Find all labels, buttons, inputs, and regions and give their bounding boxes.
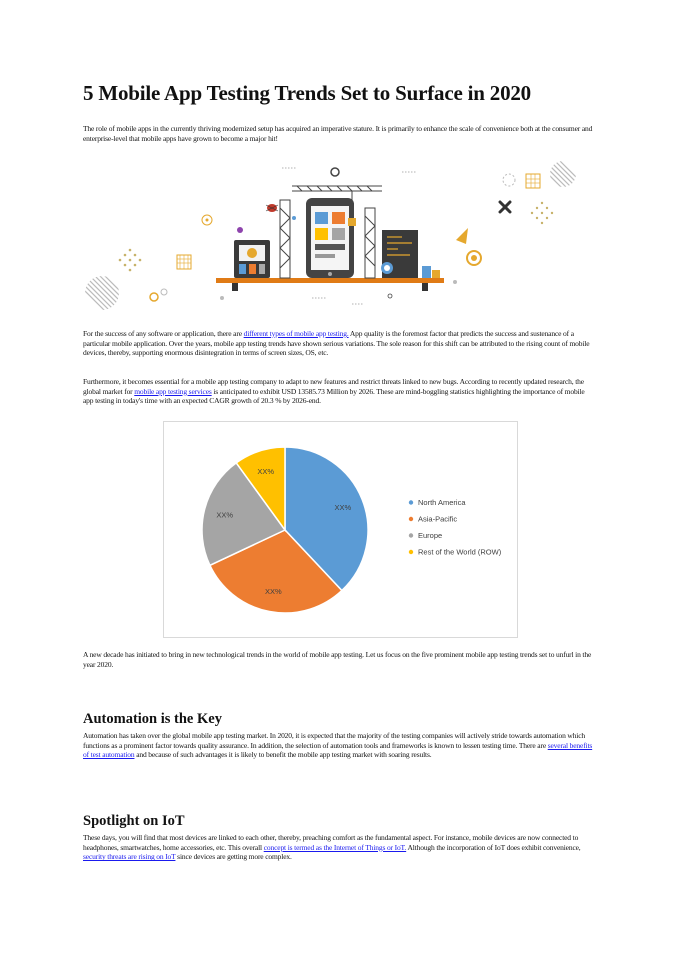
dotted-diamond-right-icon [531,202,553,224]
paragraph-iot: These days, you will find that most devices are linked to each other, thereby, preaching comfort as the fundamental aspect. For instance, mobile devices are now connected to headphones, smartwatches, home accessories, etc. This overall concept is termed as the Internet of Things or IoT. Although the incorporation of IoT does exhibit convenience, security threats are rising on IoT since devices are getting more complex. [83,833,581,862]
paper-plane-icon [456,228,468,244]
striped-circle-left-icon [82,273,122,313]
pie-data-label-3: XX% [257,466,275,476]
legend-label-2: Europe [418,531,443,540]
article-title: 5 Mobile App Testing Trends Set to Surface in 2020 [83,81,531,105]
striped-circle-right-icon [547,158,582,193]
link-iot-security[interactable]: security threats are rising on IoT [83,852,176,862]
machine-box-icon [234,240,270,278]
crane-tower-right-icon [365,208,375,278]
legend-marker-3 [409,550,413,554]
paragraph-testing-types: For the success of any software or application, there are different types of mobile app testing. App quality is the foremost factor that predicts the success and sustenance of a particular mobile application. Over the years, mobile app testing trends have shown serious variations. The sole reason for this shift can be attributed to the rising count of mobile devices, thereby, supporting enormous disintegration in terms of screen sizes, OS, etc. [83,329,590,358]
code-monitor-icon [381,230,418,278]
platform-bar [216,278,444,283]
pie-data-label-1: XX% [264,587,282,597]
paragraph-new-decade: A new decade has initiated to bring in new technological trends in the world of mobile app testing. Let us focus on the five prominent mobile app testing trends set to unfurl in the year 2020. [83,650,592,669]
link-iot-concept[interactable]: concept is termed as the Internet of Things or IoT. [263,842,407,852]
dotted-diamond-left-icon [119,249,142,272]
pie-chart-container [163,421,518,638]
link-types-of-testing[interactable]: different types of mobile app testing. [243,329,349,338]
pie-chart [164,422,517,637]
heading-iot: Spotlight on IoT [83,813,185,829]
legend-marker-1 [409,517,413,521]
pie-data-label-2: XX% [216,510,234,520]
legend-label-0: North America [418,498,466,507]
legend-marker-2 [409,533,413,537]
close-x-icon [500,202,510,212]
link-testing-services[interactable]: mobile app testing services [134,386,212,396]
intro-paragraph: The role of mobile apps in the currently thriving modernized setup has acquired an imperative stature. It is primarily to enhance the scale of convenience both at the consumer and enterprise-level that mobile apps have grown to become a major hit! [83,124,593,143]
legend-label-1: Asia-Pacific [418,514,458,524]
link-test-automation-benefits[interactable]: several benefits of test automation [83,740,593,760]
hero-illustration [82,158,582,318]
paragraph-market-stats: Furthermore, it becomes essential for a mobile app testing company to adapt to new features and restrict threats linked to new bugs. According to recently updated research, the global market for mobile app testing services is anticipated to exhibit USD 13585.73 Million by 2026. These are mind-boggling statistics highlighting the importance of mobile app testing in today's time with an expected CAGR growth of 20.3 % by 2026-end. [83,377,585,406]
paragraph-automation: Automation has taken over the global mobile app testing market. In 2020, it is expected that the majority of the testing companies will actively stride towards automation which functions as a prominent factor towards quality assurance. In addition, the selection of automation tools and frameworks is known to lessen testing time. There are several benefits of test automation and because of such advantages it is likely to benefit the mobile app testing market with soaring results. [83,731,593,760]
legend-marker-0 [409,500,413,504]
heading-automation: Automation is the Key [83,711,222,727]
bug-icon [266,204,278,212]
legend-label-3: Rest of the World (ROW) [418,547,502,557]
crane-tower-left-icon [280,200,290,278]
pie-data-label-0: XX% [334,503,352,513]
smartphone-icon [306,198,354,278]
